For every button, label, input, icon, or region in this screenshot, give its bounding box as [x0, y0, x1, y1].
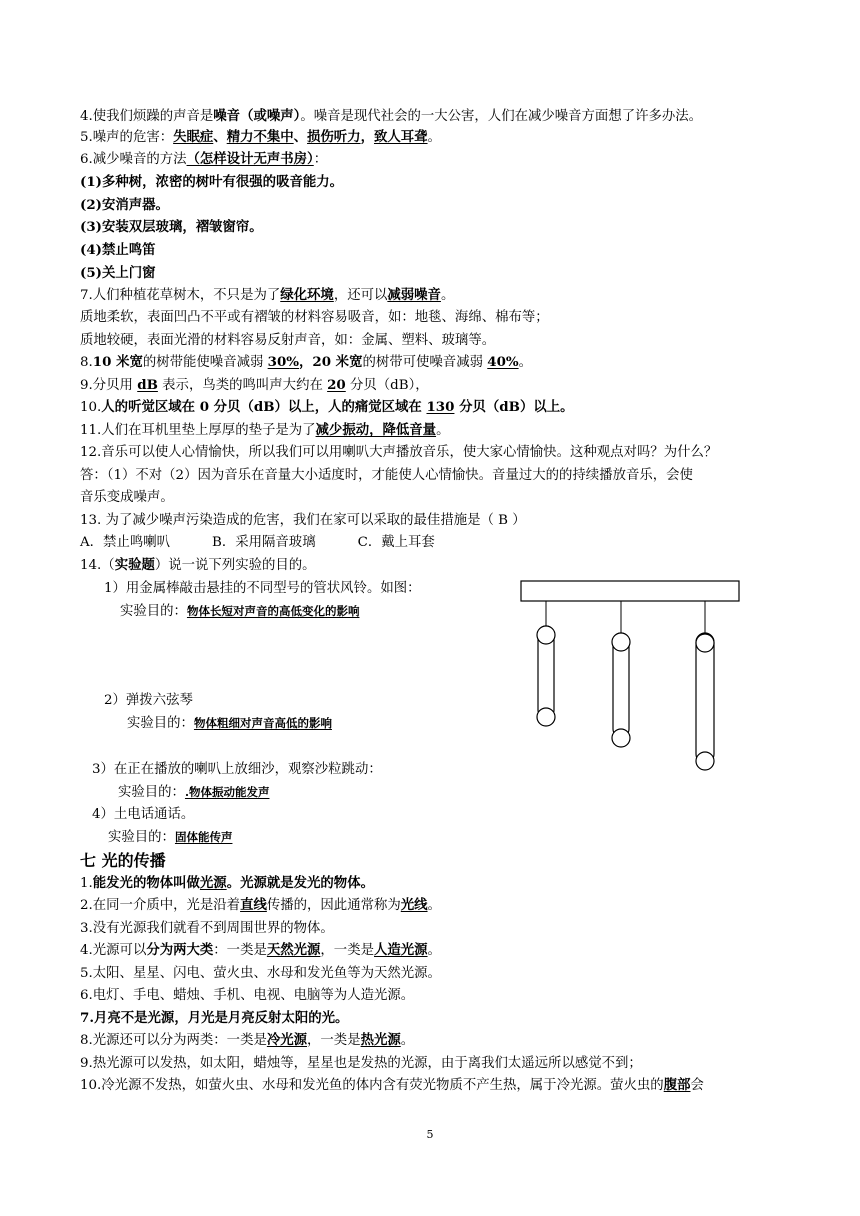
- experiment-3: 3）在正在播放的喇叭上放细沙，观察沙粒跳动：: [92, 762, 382, 777]
- line-12: 12.音乐可以使人心情愉快，所以我们可以用喇叭大声播放音乐，使大家心情愉快。这种观点对吗？为什么？: [80, 445, 718, 460]
- experiment-4-purpose: 实验目的：固体能传声: [108, 830, 233, 845]
- light-line-7: 7.月亮不是光源，月光是月亮反射太阳的光。: [80, 1010, 349, 1026]
- wind-chime-figure: [518, 578, 744, 778]
- chime-tube-short: [537, 601, 555, 726]
- line-10: 10.人的听觉区域在 0 分贝（dB）以上，人的痛觉区域在 130 分贝（dB）以上。: [80, 399, 574, 415]
- line-8: 8.10 米宽的树带能使噪音减弱 30%，20 米宽的树带可使噪音减弱 40%。: [80, 354, 532, 370]
- light-line-4: 4.光源可以分为两大类：一类是天然光源，一类是人造光源。: [80, 942, 441, 958]
- light-line-6: 6.电灯、手电、蜡烛、手机、电视、电脑等为人造光源。: [80, 988, 415, 1003]
- chime-tube-medium: [612, 601, 630, 747]
- light-line-3: 3.没有光源我们就看不到周围世界的物体。: [80, 921, 334, 936]
- experiment-2: 2）弹拨六弦琴: [104, 693, 193, 708]
- line-13: 13. 为了减少噪声污染造成的危害，我们在家可以采取的最佳措施是（ B ）: [80, 513, 526, 528]
- line-12-answer-cont: 音乐变成噪声。: [80, 490, 174, 505]
- line-5: 5.噪声的危害：失眠症、精力不集中、损伤听力，致人耳聋。: [80, 129, 441, 145]
- experiment-3-purpose: 实验目的：.物体振动能发声: [118, 785, 270, 800]
- line-9: 9.分贝用 dB 表示，鸟类的鸣叫声大约在 20 分贝（dB），: [80, 377, 429, 393]
- experiment-1-purpose: 实验目的：物体长短对声音的高低变化的影响: [120, 604, 360, 619]
- method-2: (2)安消声器。: [80, 197, 169, 213]
- section-heading: 七 光的传播: [80, 851, 166, 870]
- experiment-2-purpose: 实验目的：物体粗细对声音高低的影响: [127, 716, 332, 731]
- method-3: (3)安装双层玻璃，褶皱窗帘。: [80, 219, 263, 235]
- light-line-8: 8.光源还可以分为两类：一类是冷光源，一类是热光源。: [80, 1032, 415, 1048]
- line-11: 11.人们在耳机里垫上厚厚的垫子是为了减少振动，降低音量。: [80, 422, 450, 438]
- chime-tube-long: [696, 601, 714, 770]
- method-5: (5)关上门窗: [80, 265, 156, 281]
- light-line-1: 1.能发光的物体叫做光源。光源就是发光的物体。: [80, 875, 374, 891]
- line-6: 6.减少噪音的方法（怎样设计无声书房）：: [80, 151, 328, 167]
- light-line-10: 10.冷光源不发热，如萤火虫、水母和发光鱼的体内含有荧光物质不产生热，属于冷光源。萤火虫的腹部会: [80, 1077, 704, 1093]
- line-7: 7.人们种植花草树木，不只是为了绿化环境，还可以减弱噪音。: [80, 287, 455, 303]
- method-1: (1)多种树，浓密的树叶有很强的吸音能力。: [80, 174, 344, 190]
- soft-materials: 质地柔软，表面凹凸不平或有褶皱的材料容易吸音，如：地毯、海绵、棉布等；: [80, 310, 549, 325]
- line-12-answer: 答：（1）不对（2）因为音乐在音量大小适度时，才能使人心情愉快。音量过大的的持续播放音乐，会使: [80, 468, 693, 483]
- line-14: 14.（实验题）说一说下列实验的目的。: [80, 557, 316, 573]
- light-line-2: 2.在同一介质中，光是沿着直线传播的，因此通常称为光线。: [80, 897, 441, 913]
- light-line-5: 5.太阳、星星、闪电、萤火虫、水母和发光鱼等为天然光源。: [80, 966, 441, 981]
- method-4: (4)禁止鸣笛: [80, 242, 156, 258]
- page-number: 5: [426, 1128, 434, 1141]
- line-4: 4.使我们烦躁的声音是噪音（或噪声）。噪音是现代社会的一大公害，人们在减少噪音方面想了许多办法。: [80, 108, 703, 124]
- experiment-1: 1）用金属棒敲击悬挂的不同型号的管状风铃。如图：: [104, 581, 421, 596]
- hard-materials: 质地较硬，表面光滑的材料容易反射声音，如：金属、塑料、玻璃等。: [80, 333, 496, 348]
- experiment-4: 4）土电话通话。: [92, 807, 195, 822]
- chime-bar: [521, 581, 739, 601]
- light-line-9: 9.热光源可以发热，如太阳，蜡烛等，星星也是发热的光源，由于离我们太遥远所以感觉不到；: [80, 1056, 642, 1071]
- line-13-options: A．禁止鸣喇叭 B．采用隔音玻璃 C．戴上耳套: [80, 535, 435, 550]
